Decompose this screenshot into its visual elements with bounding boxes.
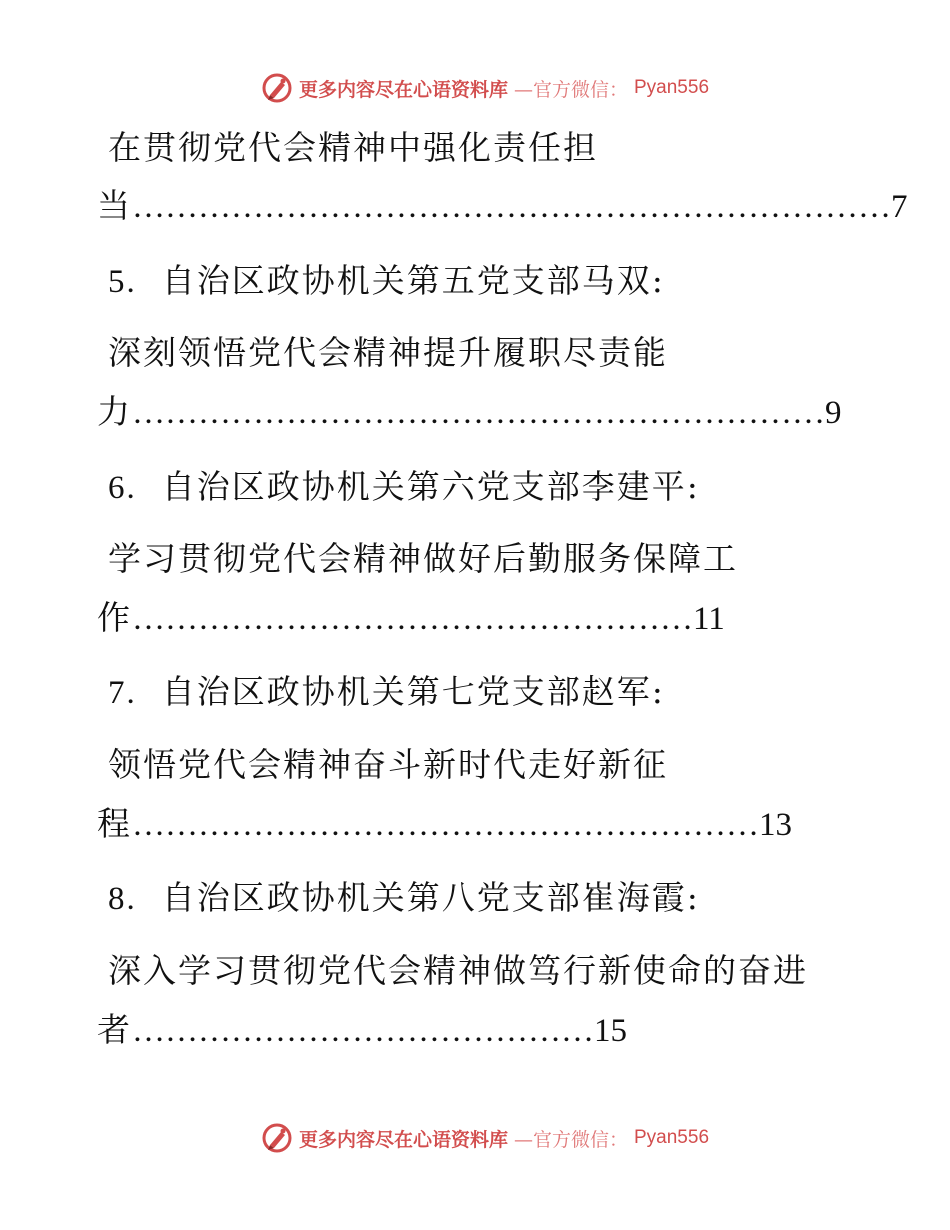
toc-entry-title-line: 学习贯彻党代会精神做好后勤服务保障工 [108, 539, 738, 578]
toc-entry-tail-char: 作 [97, 598, 132, 637]
toc-entry-heading [108, 672, 665, 713]
toc-entry-tail[interactable] [97, 1010, 627, 1051]
watermark-main-text: 更多内容尽在心语资料库 [298, 1128, 508, 1151]
watermark-wechat-id: Pyan556 [634, 1127, 710, 1148]
toc-heading-text: 自治区政协机关第七党支部赵军: [161, 672, 665, 711]
footer-watermark [0, 1122, 950, 1154]
toc-entry-tail-char: 者 [97, 1010, 132, 1049]
toc-entry-tail-char: 当 [97, 186, 132, 225]
toc-entry-heading [108, 878, 700, 919]
watermark-separator-text: —官方微信： [513, 1128, 628, 1151]
toc-entry-title-line: 领悟党代会精神奋斗新时代走好新征 [108, 745, 668, 784]
toc-entry-heading [108, 467, 700, 508]
toc-heading-text: 自治区政协机关第六党支部李建平: [161, 467, 700, 506]
pen-logo-icon [261, 1122, 293, 1154]
toc-entry-tail-char: 力 [97, 392, 132, 431]
toc-heading-number: 5. [108, 264, 137, 300]
toc-heading-text: 自治区政协机关第八党支部崔海霞: [161, 878, 700, 917]
toc-heading-number: 6. [108, 470, 137, 506]
toc-entry-tail-char: 程 [97, 804, 132, 843]
toc-entry-title-line: 深刻领悟党代会精神提升履职尽责能 [108, 333, 668, 372]
watermark-main-text: 更多内容尽在心语资料库 [298, 78, 508, 101]
watermark-separator-text: —官方微信： [513, 78, 628, 101]
toc-page-number: 13 [759, 807, 792, 843]
toc-page-number: 9 [825, 395, 842, 431]
toc-entry-tail[interactable] [97, 804, 792, 845]
toc-entry-tail[interactable] [97, 598, 725, 639]
toc-leader-dots: …………………………………………… [132, 601, 693, 637]
toc-entry-tail[interactable] [97, 392, 842, 433]
toc-entry-title-line: 在贯彻党代会精神中强化责任担 [108, 128, 598, 167]
toc-leader-dots: ………………………………………………… [132, 807, 759, 843]
toc-heading-text: 自治区政协机关第五党支部马双: [161, 261, 665, 300]
toc-leader-dots: …………………………………… [132, 1013, 594, 1049]
toc-page-number: 11 [693, 601, 725, 637]
toc-page-number: 15 [594, 1013, 627, 1049]
toc-leader-dots: ……………………………………………………… [132, 395, 825, 431]
toc-heading-number: 8. [108, 881, 137, 917]
toc-entry-title-line: 深入学习贯彻党代会精神做笃行新使命的奋进 [108, 951, 808, 990]
watermark-group [261, 1122, 709, 1154]
toc-leader-dots: …………………………………………………………… [132, 189, 891, 225]
toc-entry-tail[interactable] [97, 186, 908, 227]
watermark-wechat-id: Pyan556 [634, 77, 710, 98]
toc-entry-heading [108, 261, 665, 302]
toc-heading-number: 7. [108, 675, 137, 711]
toc-page-number: 7 [891, 189, 908, 225]
